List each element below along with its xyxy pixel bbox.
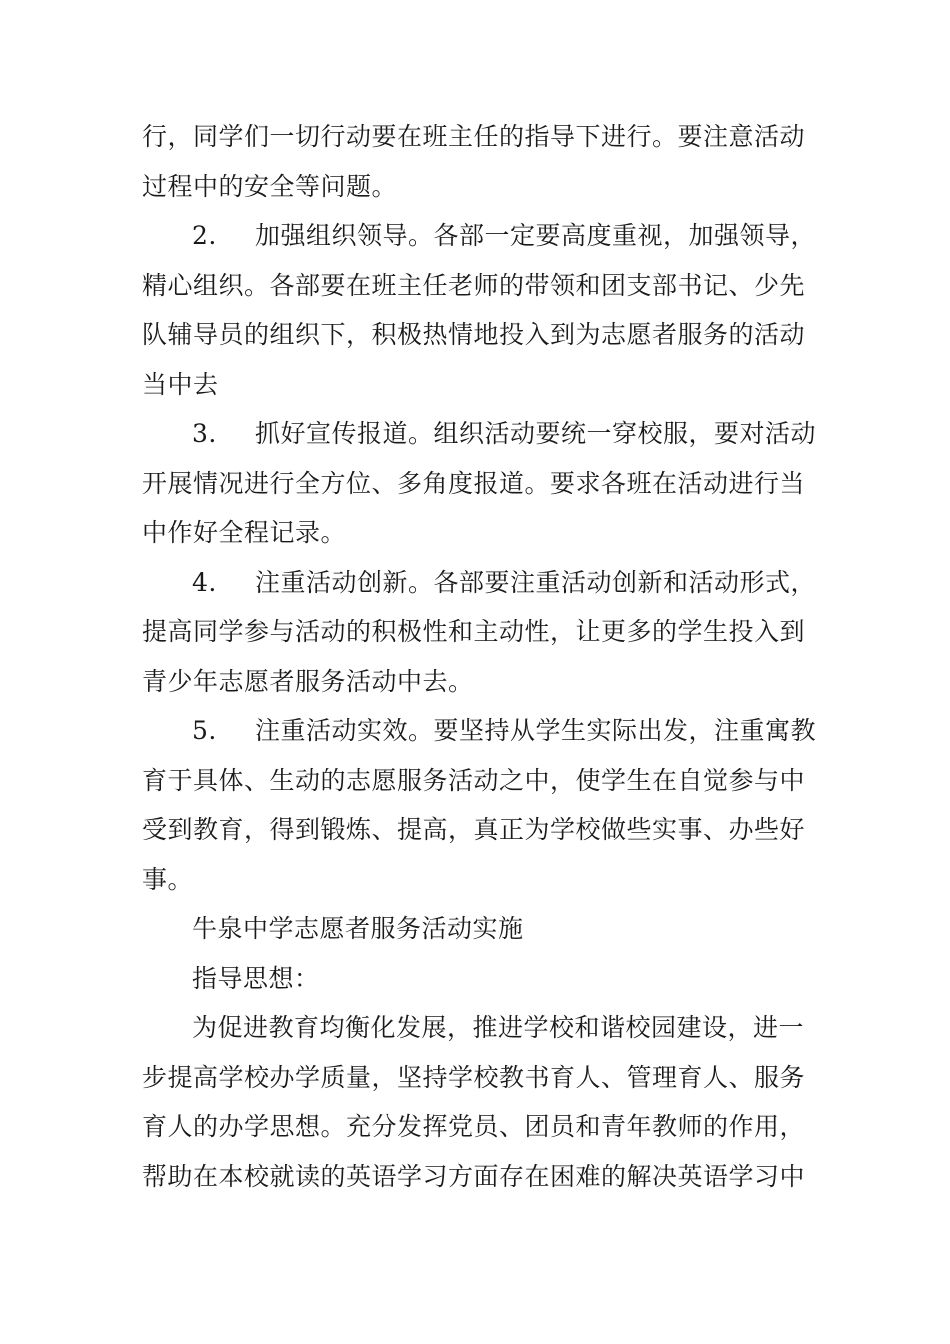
paragraph-item-4: [142, 558, 822, 707]
subsection-heading: [142, 954, 822, 1004]
paragraph-text: 注重活动创新。各部要注重活动创新和活动形式，提高同学参与活动的积极性和主动性，让更多的学生投入到青少年志愿者服务活动中去。: [142, 567, 817, 696]
item-number: 4.: [192, 567, 217, 597]
item-number: 5.: [192, 716, 217, 745]
item-number: 3.: [192, 419, 217, 448]
paragraph-item-5: [142, 706, 822, 904]
paragraph-text: 加强组织领导。各部一定要高度重视，加强领导，精心组织。各部要在班主任老师的带领和团支部书记、少先队辅导员的组织下，积极热情地投入到为志愿者服务的活动当中去: [142, 221, 817, 399]
paragraph-text: 行，同学们一切行动要在班主任的指导下进行。要注意活动过程中的安全等问题。: [142, 122, 806, 201]
subsection-heading-text: 指导思想：: [192, 963, 320, 993]
paragraph-text: 抓好宣传报道。组织活动要统一穿校服，要对活动开展情况进行全方位、多角度报道。要求各班在活动进行当中作好全程记录。: [142, 419, 817, 547]
paragraph-item-3: [142, 409, 822, 558]
section-title-text: 牛泉中学志愿者服务活动实施: [192, 914, 524, 943]
item-number: 2.: [192, 221, 217, 250]
section-title: [142, 904, 822, 954]
document-body: [142, 112, 822, 1201]
paragraph-text: 为促进教育均衡化发展，推进学校和谐校园建设，进一步提高学校办学质量，坚持学校教书育人、管理育人、服务育人的办学思想。充分发挥党员、团员和青年教师的作用，帮助在本校就读的英语学习方面存在困难的解决英语学习中: [142, 1013, 806, 1191]
paragraph-continuation: [142, 112, 822, 211]
paragraph-text: 注重活动实效。要坚持从学生实际出发，注重寓教育于具体、生动的志愿服务活动之中，使学生在自觉参与中受到教育，得到锻炼、提高，真正为学校做些实事、办些好事。: [142, 716, 817, 894]
paragraph-guiding-thought: [142, 1003, 822, 1201]
paragraph-item-2: [142, 211, 822, 409]
